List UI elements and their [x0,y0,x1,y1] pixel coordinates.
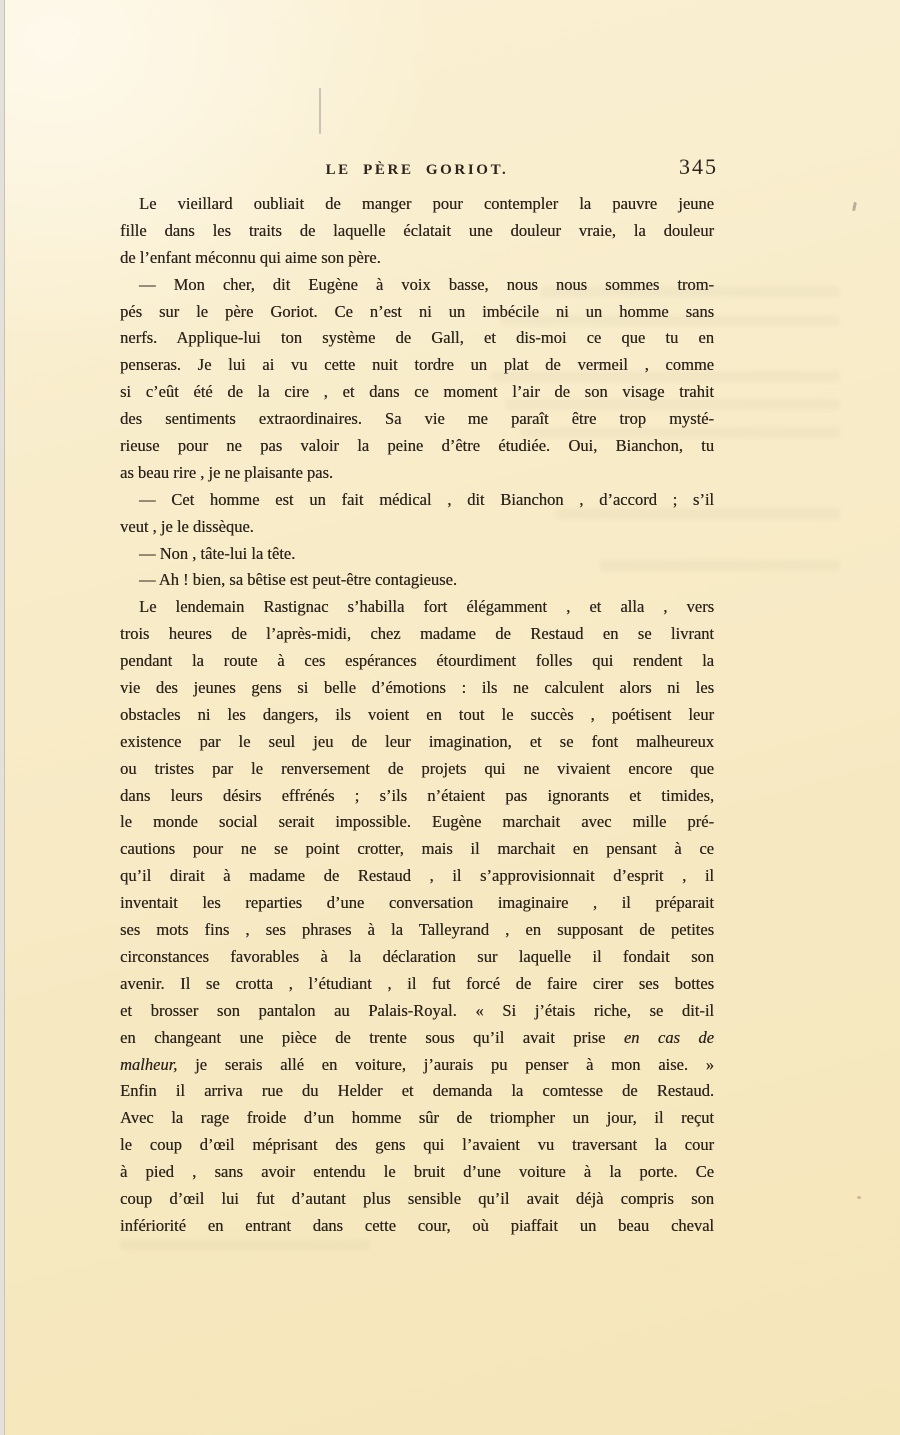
text-block [120,191,714,1240]
text-segment: obstacles ni les dangers, ils voient en tout le succès , poétisent leur [120,704,714,724]
text-segment: inventait les reparties d’une conversation imaginaire , il préparait [120,893,714,913]
show-through-smudge [505,399,840,410]
show-through-smudge [600,560,840,571]
page-number: 345 [679,154,718,179]
text-segment: Le lendemain Rastignac s’habilla fort élégamment , et alla , vers [139,597,714,617]
text-line [120,1132,714,1159]
text-line [120,675,714,702]
text-segment: et brosser son pantalon au Palais-Royal. « Si j’étais riche, se dit-il [120,1000,714,1020]
text-segment: Enfin il arriva rue du Helder et demanda la comtesse de Restaud. [120,1081,714,1101]
text-line [120,783,714,810]
text-line [120,191,714,218]
text-line [120,756,714,783]
show-through-smudge [520,427,840,438]
text-segment: infériorité en entrant dans cette cour, où piaffait un beau cheval [120,1215,714,1235]
text-segment: veut , je le dissèque. [120,516,254,536]
text-segment: trois heures de l’après-midi, chez madame de Restaud en se livrant [120,624,714,644]
text-line [120,1105,714,1132]
text-line [120,1186,714,1213]
text-line [120,971,714,998]
text-line [120,1213,714,1240]
text-line [120,460,714,487]
text-segment: — Ah ! bien, sa bêtise est peut-être contagieuse. [139,570,457,590]
show-through-smudge [555,508,840,519]
text-segment: pendant la route à ces espérances étourdiment folles qui rendent la [120,651,714,671]
text-line [120,729,714,756]
text-segment: cautions pour ne se point crotter, mais il marchait en pensant à ce [120,839,714,859]
text-segment: qu’il dirait à madame de Restaud , il s’approvisionnait d’esprit , il [120,866,714,886]
text-line [120,1025,714,1052]
text-line [120,836,714,863]
text-segment: Le vieillard oubliait de manger pour contempler la pauvre jeune [139,194,714,213]
text-segment: le coup d’œil méprisant des gens qui l’avaient vu traversant la cour [120,1135,714,1155]
text-line [120,890,714,917]
text-segment: ses mots fins , ses phrases à la Talleyrand , en supposant de petites [120,920,714,940]
text-segment: avenir. Il se crotta , l’étudiant , il fut forcé de faire cirer ses bottes [120,973,714,993]
text-line [120,809,714,836]
text-segment: à pied , sans avoir entendu le bruit d’une voiture à la porte. Ce [120,1162,714,1182]
text-segment: nerfs. Applique-lui ton système de Gall, et dis-moi ce que tu en [120,328,714,348]
page-header [120,154,718,183]
text-segment: si c’eût été de la cire , et dans ce moment l’air de son visage trahit [120,382,714,402]
show-through-smudge [540,286,840,297]
scan-artifact-speck [857,1196,861,1199]
text-segment: dans leurs désirs effrénés ; s’ils n’étaient pas ignorants et timides, [120,785,714,805]
scan-artifact-line [319,88,321,134]
text-segment: penseras. Je lui ai vu cette nuit tordre un plat de vermeil , comme [120,355,714,375]
text-segment: pés sur le père Goriot. Ce n’est ni un imbécile ni un homme sans [120,301,714,321]
scan-artifact-mark [852,202,857,211]
text-segment: — Non , tâte-lui la tête. [139,543,296,563]
text-segment: vie des jeunes gens si belle d’émotions : ils ne calculent alors ni les [120,678,714,698]
text-segment: je serais allé en voiture, j’aurais pu penser à mon aise. » [177,1054,714,1074]
text-line [120,1078,714,1105]
text-line [120,218,714,245]
text-line [120,1052,714,1079]
text-segment: coup d’œil lui fut d’autant plus sensible qu’il avait déjà compris son [120,1188,714,1208]
text-segment: rieuse pour ne pas valoir la peine d’être étudiée. Oui, Bianchon, tu [120,436,714,456]
show-through-smudge [120,1240,370,1250]
text-segment: ou tristes par le renversement de projets qui ne vivaient encore que [120,758,714,778]
text-line [120,917,714,944]
text-line [120,325,714,352]
text-segment: Avec la rage froide d’un homme sûr de triompher un jour, il reçut [120,1108,714,1128]
text-line [120,648,714,675]
text-segment: en changeant une pièce de trente sous qu’il avait prise [120,1027,624,1047]
text-segment: de l’enfant méconnu qui aime son père. [120,247,381,267]
text-line [120,702,714,729]
text-segment: as beau rire , je ne plaisante pas. [120,462,334,482]
text-line [120,998,714,1025]
running-title: LE PÈRE GORIOT. [325,162,509,178]
text-segment: fille dans les traits de laquelle éclatait une douleur vraie, la douleur [120,220,714,240]
text-line [120,944,714,971]
text-line [120,245,714,272]
text-line [120,567,714,594]
text-line [120,863,714,890]
text-segment: des sentiments extraordinaires. Sa vie me paraît être trop mysté- [120,409,714,429]
text-segment: le monde social serait impossible. Eugène marchait avec mille pré- [120,812,714,832]
text-line [120,621,714,648]
text-segment: — Mon cher, dit Eugène à voix basse, nous nous sommes trom- [139,274,714,294]
text-line [120,594,714,621]
text-line [120,1159,714,1186]
text-segment: existence par le seul jeu de leur imagination, et se font malheureux [120,731,714,751]
scanner-edge-strip [0,0,5,1435]
show-through-smudge [490,371,840,382]
text-segment: — Cet homme est un fait médical , dit Bianchon , d’accord ; s’il [139,489,714,509]
italic-text-segment: en cas de [623,1027,714,1047]
show-through-smudge [500,315,840,326]
text-segment: circonstances favorables à la déclaration sur laquelle il fondait son [120,946,714,966]
italic-text-segment: malheur, [120,1054,178,1074]
